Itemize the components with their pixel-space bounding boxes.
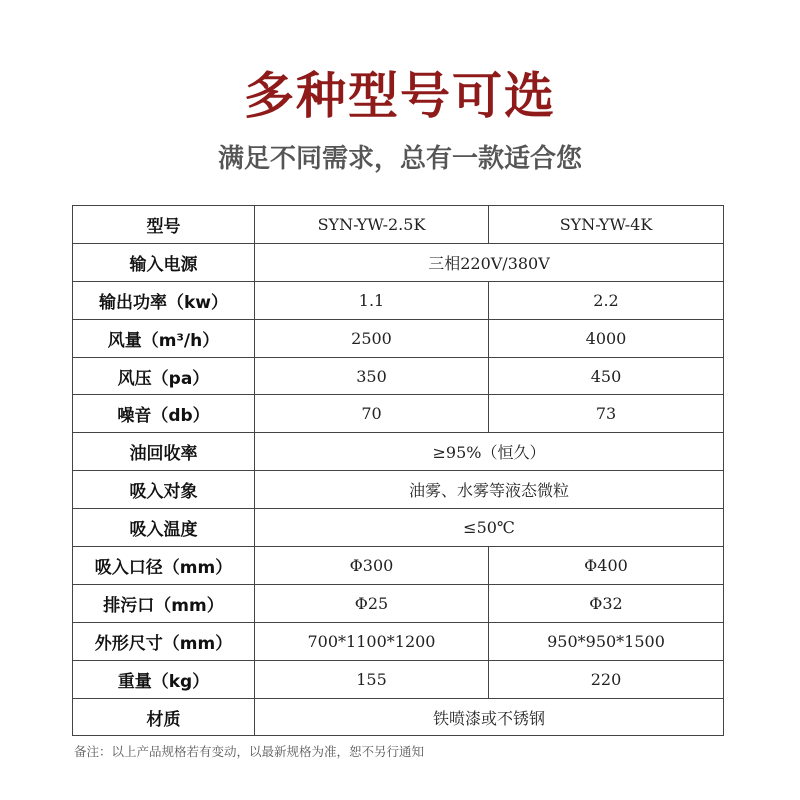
- row-value-model-a: 350: [255, 357, 489, 395]
- table-row: [73, 471, 724, 509]
- row-label: 型号: [73, 206, 255, 244]
- row-label: 噪音（db）: [73, 395, 255, 433]
- table-row: [73, 622, 724, 660]
- row-value-merged: 油雾、水雾等液态微粒: [255, 471, 724, 509]
- table-row: [73, 584, 724, 622]
- row-value-model-a: Φ25: [255, 584, 489, 622]
- row-value-model-a: 1.1: [255, 281, 489, 319]
- row-value-merged: ≤50℃: [255, 509, 724, 547]
- row-label: 外形尺寸（mm）: [73, 622, 255, 660]
- row-label: 风量（m³/h）: [73, 319, 255, 357]
- footer-note: 备注：以上产品规格若有变动，以最新规格为准，恕不另行通知: [74, 744, 425, 759]
- row-label: 吸入对象: [73, 471, 255, 509]
- row-value-model-a: 700*1100*1200: [255, 622, 489, 660]
- row-value-merged: 铁喷漆或不锈钢: [255, 698, 724, 736]
- row-label: 排污口（mm）: [73, 584, 255, 622]
- page-subtitle: 满足不同需求，总有一款适合您: [217, 144, 582, 174]
- row-value-model-b: Φ32: [489, 584, 724, 622]
- row-value-model-b: SYN-YW-4K: [489, 206, 724, 244]
- table-row: [73, 660, 724, 698]
- row-value-model-a: 155: [255, 660, 489, 698]
- row-value-model-a: 2500: [255, 319, 489, 357]
- table-row: [73, 698, 724, 736]
- page-title: 多种型号可选: [244, 67, 556, 125]
- row-value-model-b: 4000: [489, 319, 724, 357]
- row-label: 输入电源: [73, 243, 255, 281]
- table-row: [73, 395, 724, 433]
- row-value-model-a: Φ300: [255, 547, 489, 585]
- table-row: [73, 319, 724, 357]
- row-label: 吸入温度: [73, 509, 255, 547]
- row-label: 风压（pa）: [73, 357, 255, 395]
- row-label: 重量（kg）: [73, 660, 255, 698]
- row-value-model-b: 220: [489, 660, 724, 698]
- table-row: [73, 433, 724, 471]
- row-value-model-b: 2.2: [489, 281, 724, 319]
- row-label: 材质: [73, 698, 255, 736]
- row-value-model-b: 950*950*1500: [489, 622, 724, 660]
- table-row: [73, 509, 724, 547]
- spec-table: [72, 205, 724, 736]
- row-value-merged: ≥95%（恒久）: [255, 433, 724, 471]
- row-value-model-a: SYN-YW-2.5K: [255, 206, 489, 244]
- table-row: [73, 206, 724, 244]
- row-value-model-b: 450: [489, 357, 724, 395]
- table-row: [73, 357, 724, 395]
- row-label: 输出功率（kw）: [73, 281, 255, 319]
- row-label: 油回收率: [73, 433, 255, 471]
- table-row: [73, 281, 724, 319]
- table-row: [73, 547, 724, 585]
- row-label: 吸入口径（mm）: [73, 547, 255, 585]
- row-value-model-b: Φ400: [489, 547, 724, 585]
- row-value-model-a: 70: [255, 395, 489, 433]
- row-value-merged: 三相220V/380V: [255, 243, 724, 281]
- row-value-model-b: 73: [489, 395, 724, 433]
- table-row: [73, 243, 724, 281]
